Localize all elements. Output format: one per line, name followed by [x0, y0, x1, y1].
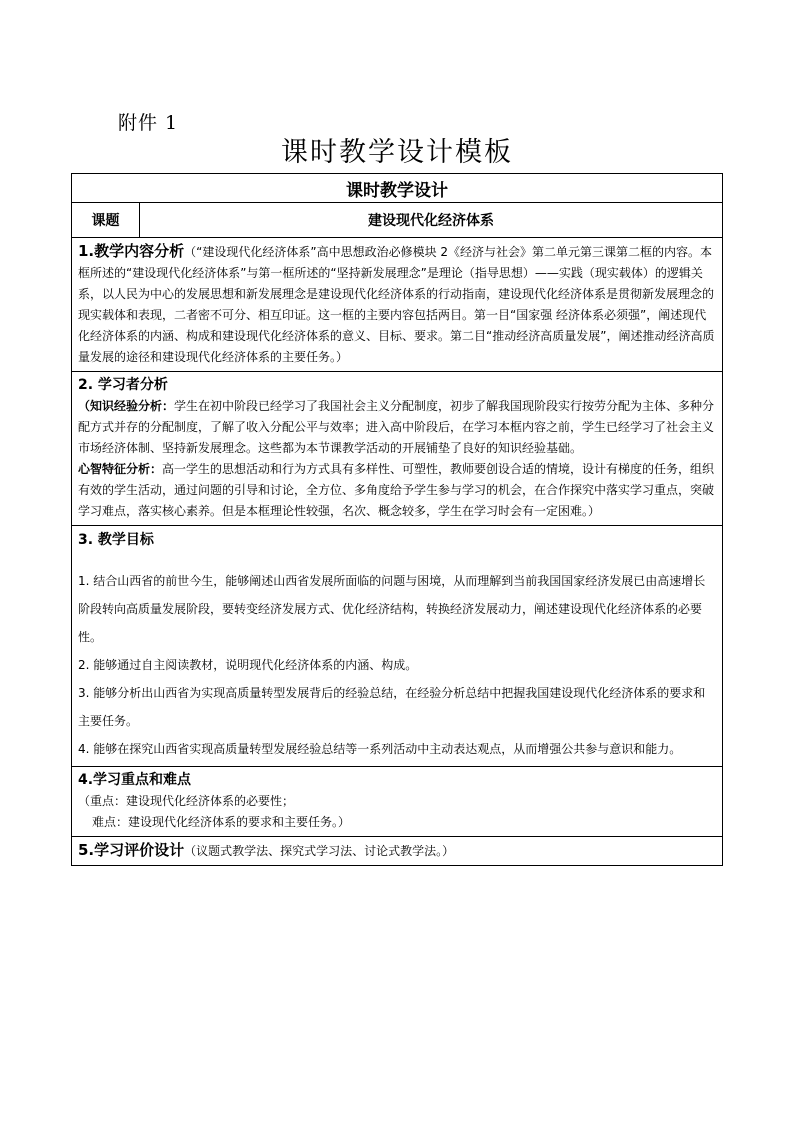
mind-analysis-text: 高一学生的思想活动和行为方式具有多样性、可塑性，教师要创设合适的情境，设计有梯度的任务，组织有效的学生活动，通过问题的引导和讨论，全方位、多角度给予学生参与学习的机会，在合作探究中落实学习重点，突破学习难点，落实核心素养。但是本框理论性较强，名次、概念较多，学生在学习时会有一定困难。）	[78, 462, 715, 518]
section1-heading: 1.教学内容分析	[78, 242, 185, 260]
section3-heading: 3. 教学目标	[78, 532, 154, 548]
lesson-design-table	[71, 173, 723, 866]
section5-heading: 5.学习评价设计	[78, 841, 185, 859]
section2-heading: 2. 学习者分析	[78, 377, 168, 393]
knowledge-analysis-label: （知识经验分析：	[78, 399, 175, 413]
knowledge-analysis-text: 学生在初中阶段已经学习了我国社会主义分配制度，初步了解我国现阶段实行按劳分配为主体、多种分配方式并存的分配制度，了解了收入分配公平与效率；进入高中阶段后，在学习本框内容之前，学生已经学习了社会主义市场经济体制、坚持新发展理念。这些都为本节课教学活动的开展铺垫了良好的知识经验基础。	[78, 399, 715, 455]
topic-label: 课题	[72, 203, 140, 238]
section4-heading: 4.学习重点和难点	[78, 772, 192, 788]
objective-item: 1. 结合山西省的前世今生，能够阐述山西省发展所面临的问题与困境，从而理解到当前我国国家经济发展已由高速增长阶段转向高质量发展阶段，要转变经济发展方式、优化经济结构，转换经济发展动力，阐述建设现代化经济体系的必要性。	[78, 574, 706, 644]
objective-item: 3. 能够分析出山西省为实现高质量转型发展背后的经验总结，在经验分析总结中把握我国建设现代化经济体系的要求和主要任务。	[78, 686, 706, 728]
objective-item: 2. 能够通过自主阅读教材，说明现代化经济体系的内涵、构成。	[78, 658, 418, 672]
difficulty-line: 难点：建设现代化经济体系的要求和主要任务。）	[92, 815, 351, 829]
topic-value: 建设现代化经济体系	[140, 203, 723, 238]
page-title: 课时教学设计模板	[281, 137, 513, 168]
attachment-label: 附件 1	[118, 112, 179, 134]
section-teaching-objectives	[72, 526, 723, 767]
section-evaluation-design	[72, 837, 723, 866]
key-point-line: （重点：建设现代化经济体系的必要性；	[78, 794, 295, 808]
section-content-analysis	[72, 238, 723, 372]
section-key-points	[72, 767, 723, 837]
section1-body: （“建设现代化经济体系”高中思想政治必修模块 2《经济与社会》第二单元第三课第二框的内容。本框所述的“建设现代化经济体系”与第一框所述的“坚持新发展理念”是理论（指导思想）——实践（现实载体）的逻辑关系，以人民为中心的发展思想和新发展理念是建设现代化经济体系的行动指南，建设现代化经济体系是贯彻新发展理念的现实载体和表现，二者密不可分、相互印证。这一框的主要内容包括两目。第一目“国家强 经济体系必须强”，阐述现代化经济体系的内涵、构成和建设现代化经济体系的意义、目标、要求。第二目“推动经济高质量发展”，阐述推动经济高质量发展的途径和建设现代化经济体系的主要任务。）	[78, 245, 715, 364]
section-learner-analysis	[72, 372, 723, 526]
table-header: 课时教学设计	[72, 174, 723, 203]
objective-item: 4. 能够在探究山西省实现高质量转型发展经验总结等一系列活动中主动表达观点，从而增强公共参与意识和能力。	[78, 742, 682, 756]
section5-body: （议题式教学法、探究式学习法、讨论式教学法。）	[184, 844, 455, 858]
mind-analysis-label: 心智特征分析：	[78, 462, 163, 476]
